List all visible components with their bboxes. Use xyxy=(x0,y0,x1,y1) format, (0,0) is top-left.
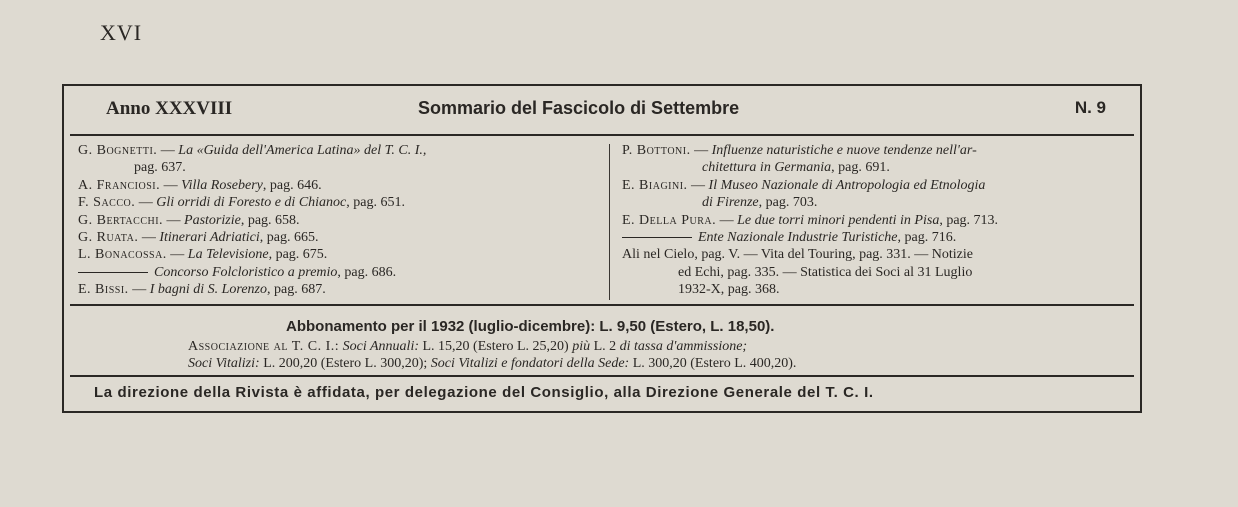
ditto-dash xyxy=(622,237,692,238)
list-item: Concorso Folcloristico a premio, pag. 686. xyxy=(78,264,606,281)
list-item: G. Bertacchi. — Pastorizie, pag. 658. xyxy=(78,212,300,228)
editorial-note: La direzione della Rivista è affidata, per delegazione del Consiglio, alla Direzione Generale del T. C. I. xyxy=(94,384,874,401)
list-item: pag. 637. xyxy=(134,160,186,176)
list-item: L. Bonacossa. — La Televisione, pag. 675. xyxy=(78,247,328,263)
list-item: G. Bognetti. — La «Guida dell'America Latina» del T. C. I., xyxy=(78,143,427,158)
fees-line-1: Associazione al T. C. I.: Soci Annuali: L. 15,20 (Estero L. 25,20) più L. 2 di tassa d'ammissione; xyxy=(188,339,748,354)
page-folio: XVI xyxy=(100,20,143,45)
issue-title: Sommario del Fascicolo di Settembre xyxy=(418,98,740,118)
table-of-contents-box xyxy=(62,84,1142,413)
list-item: chitettura in Germania, pag. 691. xyxy=(702,160,890,176)
contents-left-column xyxy=(78,142,606,299)
list-item: di Firenze, pag. 703. xyxy=(702,195,818,211)
header-rule xyxy=(70,134,1134,136)
list-item: P. Bottoni. — Influenze naturistiche e nuove tendenze nell'ar- xyxy=(622,143,977,158)
list-item: E. Biagini. — Il Museo Nazionale di Antropologia ed Etnologia xyxy=(622,177,986,193)
volume-year: Anno XXXVIII xyxy=(106,98,233,119)
list-item: A. Franciosi. — Villa Rosebery, pag. 646. xyxy=(78,177,322,193)
list-item: E. Bissi. — I bagni di S. Lorenzo, pag. 687. xyxy=(78,282,326,298)
list-item: ed Echi, pag. 335. — Statistica dei Soci al 31 Luglio xyxy=(678,264,973,280)
footer-rule xyxy=(70,375,1134,377)
list-item: Ali nel Cielo, pag. V. — Vita del Touring, pag. 331. — Notizie xyxy=(622,247,973,263)
list-item: E. Della Pura. — Le due torri minori pendenti in Pisa, pag. 713. xyxy=(622,212,999,228)
middle-rule xyxy=(70,304,1134,306)
column-divider xyxy=(609,144,610,300)
issue-number: N. 9 xyxy=(1074,98,1106,117)
contents-right-column xyxy=(622,142,1104,299)
association-fees xyxy=(188,338,796,372)
fees-line-2: Soci Vitalizi: L. 200,20 (Estero L. 300,20); Soci Vitalizi e fondatori della Sede: L. 300,20 (Estero L. 400,20). xyxy=(188,356,797,371)
ditto-dash xyxy=(78,272,148,273)
toc-header xyxy=(64,98,1140,126)
list-item: F. Sacco. — Gli orridi di Foresto e di Chianoc, pag. 651. xyxy=(78,195,405,211)
list-item: Ente Nazionale Industrie Turistiche, pag. 716. xyxy=(622,229,1104,246)
subscription-line: Abbonamento per il 1932 (luglio-dicembre): L. 9,50 (Estero, L. 18,50). xyxy=(286,318,775,335)
list-item: G. Ruata. — Itinerari Adriatici, pag. 665. xyxy=(78,230,319,246)
list-item: 1932-X, pag. 368. xyxy=(678,282,780,298)
